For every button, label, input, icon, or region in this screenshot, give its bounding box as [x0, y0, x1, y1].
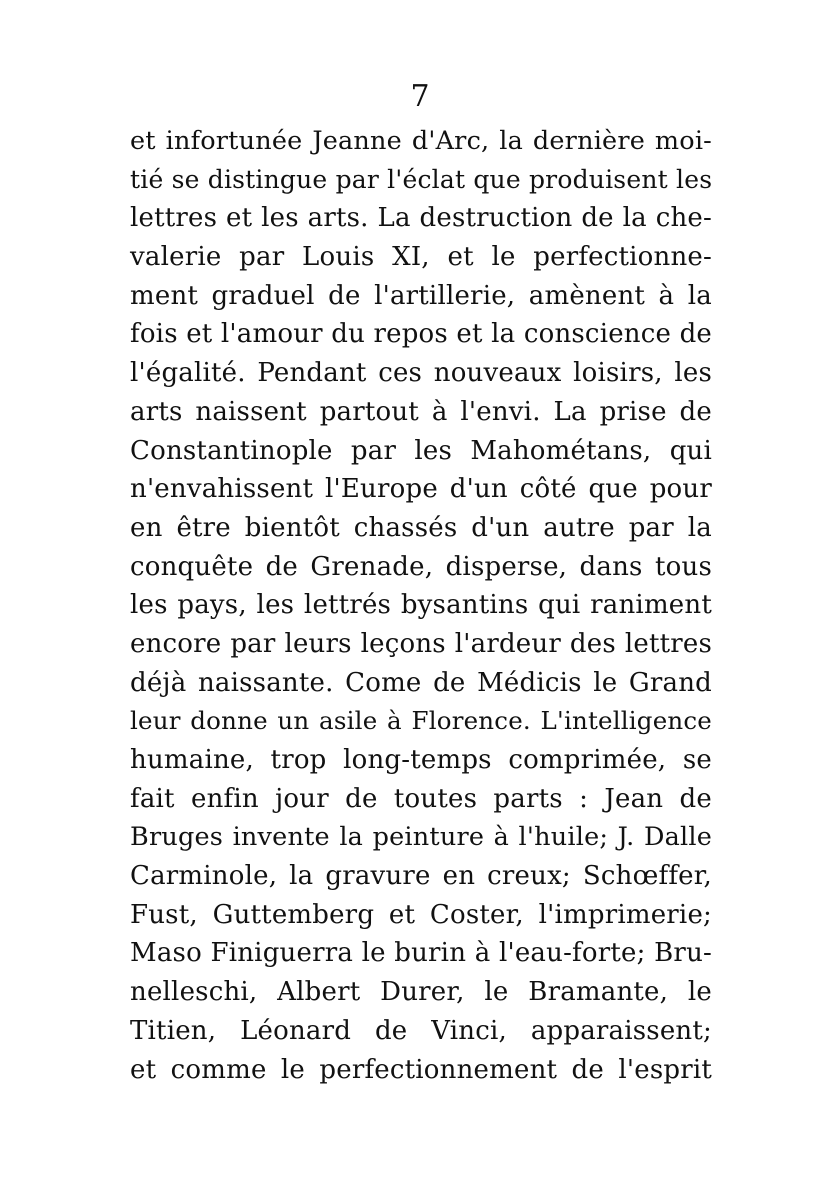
text-line: et comme le perfectionnement de l'esprit — [130, 1054, 712, 1085]
text-line: Carminole, la gravure en creux; Schœffer, — [130, 861, 712, 892]
text-line: valerie par Louis XI, et le perfectionne- — [130, 242, 712, 273]
text-line: en être bientôt chassés d'un autre par la — [130, 512, 712, 543]
text-line: et infortunée Jeanne d'Arc, la dernière moi- — [130, 126, 712, 156]
text-line: Maso Finiguerra le burin à l'eau-forte; Bru- — [130, 938, 712, 969]
text-line: arts naissent partout à l'envi. La prise de — [130, 396, 712, 427]
text-line: n'envahissent l'Europe d'un côté que pour — [130, 474, 712, 505]
text-line: Bruges invente la peinture à l'huile; J. Dalle — [130, 822, 712, 853]
text-line: fois et l'amour du repos et la conscience de — [130, 319, 712, 350]
body-text — [130, 122, 712, 1089]
text-line: fait enfin jour de toutes parts : Jean de — [130, 783, 712, 814]
text-line: leur donne un asile à Florence. L'intelligence — [130, 706, 712, 736]
text-line: l'égalité. Pendant ces nouveaux loisirs, les — [130, 358, 712, 389]
text-line: humaine, trop long-temps comprimée, se — [130, 745, 712, 775]
text-line: Titien, Léonard de Vinci, apparaissent; — [130, 1015, 712, 1046]
page-number: 7 — [410, 79, 430, 114]
text-line: déjà naissante. Come de Médicis le Grand — [130, 667, 712, 698]
text-line: les pays, les lettrés bysantins qui raniment — [130, 590, 712, 621]
text-line: Fust, Guttemberg et Coster, l'imprimerie; — [130, 899, 712, 930]
text-line: conquête de Grenade, disperse, dans tous — [130, 551, 712, 582]
text-line: encore par leurs leçons l'ardeur des lettres — [130, 628, 712, 659]
text-line: tié se distingue par l'éclat que produisent les — [130, 164, 713, 194]
text-line: ment graduel de l'artillerie, amènent à la — [130, 280, 712, 311]
text-line: lettres et les arts. La destruction de la che- — [130, 203, 712, 234]
text-line: nelleschi, Albert Durer, le Bramante, le — [130, 977, 712, 1008]
text-line: Constantinople par les Mahométans, qui — [130, 435, 712, 466]
